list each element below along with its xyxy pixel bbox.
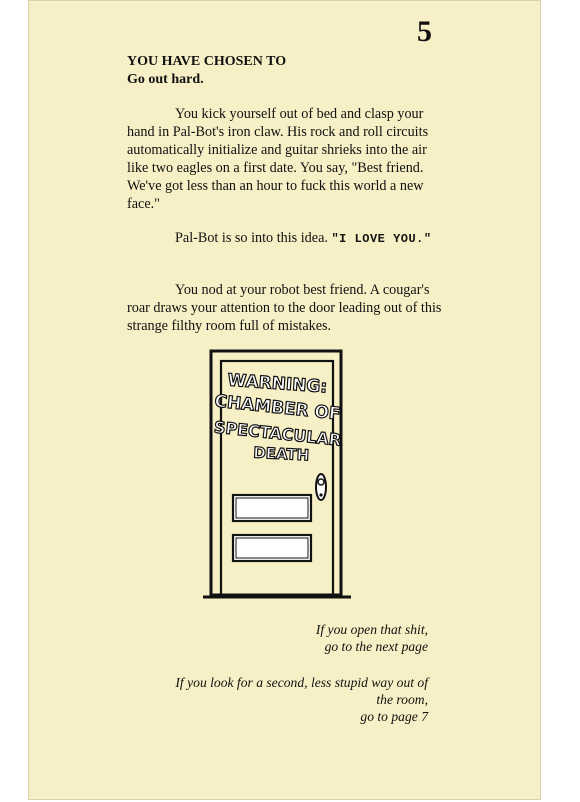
- choice-2-line-1[interactable]: If you look for a second, less stupid way out of: [175, 675, 428, 690]
- book-page: [28, 0, 541, 800]
- page-number: 5: [417, 15, 432, 48]
- door-sign: [213, 371, 342, 465]
- paragraph-3-text: You nod at your robot best friend. A cougar's roar draws your attention to the door leading out of this strange filthy room full of mistakes.: [127, 282, 442, 334]
- paragraph-1-text: You kick yourself out of bed and clasp your hand in Pal-Bot's iron claw. His rock and roll circuits automatically initialize and guitar shrieks into the air like two eagles on a first date. You say, "Best friend. We've got less than an hour to fuck this world a new face.": [127, 106, 429, 212]
- choice-2-line-3[interactable]: go to page 7: [360, 709, 428, 724]
- paragraph-2-text: Pal-Bot is so into this idea.: [175, 230, 332, 246]
- door-illustration: [201, 347, 353, 605]
- sign-line-1: WARNING:: [226, 370, 328, 398]
- heading-line-1: YOU HAVE CHOSEN TO: [127, 54, 287, 69]
- door-panel-lower: [233, 535, 311, 561]
- heading-line-2: Go out hard.: [127, 72, 204, 87]
- sign-line-4: DEATH: [252, 443, 310, 465]
- choice-2-line-2[interactable]: the room,: [376, 692, 428, 707]
- door-keyhole: [319, 493, 322, 496]
- paragraph-3: [127, 281, 447, 335]
- sign-line-3: SPECTACULAR: [213, 417, 343, 450]
- choice-1[interactable]: [316, 621, 428, 655]
- chosen-heading: [127, 53, 286, 89]
- robot-speech: "I LOVE YOU.": [331, 232, 432, 246]
- choice-1-line-1[interactable]: If you open that shit,: [315, 622, 428, 637]
- paragraph-1: [127, 105, 447, 213]
- door-panel-upper: [233, 495, 311, 521]
- choice-2[interactable]: [175, 674, 428, 725]
- choice-1-line-2[interactable]: go to the next page: [324, 639, 428, 654]
- door-drawing: [201, 347, 353, 605]
- sign-line-2: CHAMBER OF: [213, 391, 342, 425]
- paragraph-2: [127, 229, 447, 248]
